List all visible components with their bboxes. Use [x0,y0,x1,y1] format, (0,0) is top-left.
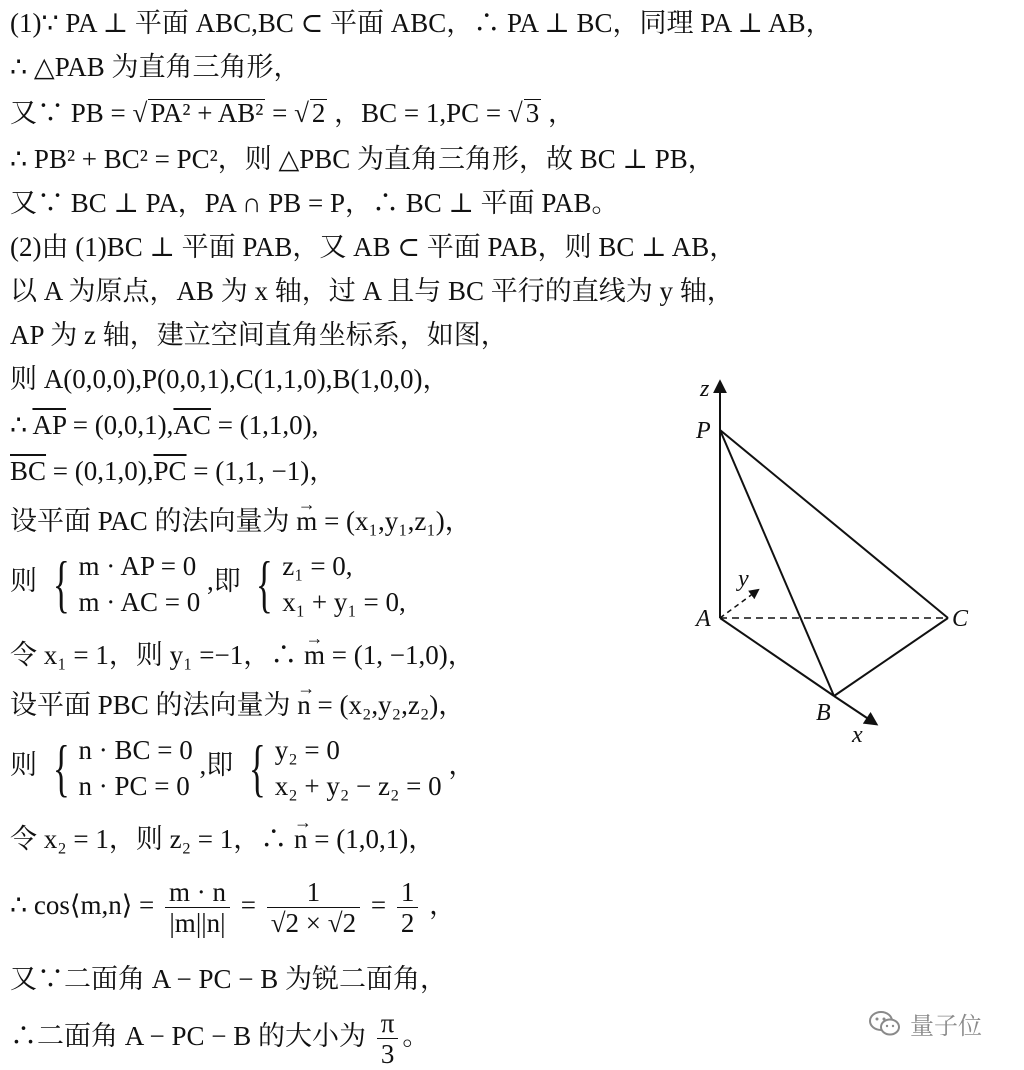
line-1: (1)∵ PA ⊥ 平面 ABC,BC ⊂ 平面 ABC，∴ PA ⊥ BC，同理 PA ⊥ AB， [10,8,833,38]
line-5: 又∵ BC ⊥ PA，PA ∩ PB = P，∴ BC ⊥ 平面 PAB。 [10,188,619,218]
line-9: 则 A(0,0,0),P(0,0,1),C(1,1,0),B(1,0,0)， [10,364,450,394]
coordinate-diagram [690,370,980,750]
line-17: 令 x₂ = 1，则 z₂ = 1，∴ → n = (1,0,1)， [10,822,435,856]
line-19: 又∵二面角 A − PC − B 为锐二面角， [10,964,447,994]
line-20: ∴二面角 A − PC − B 的大小为 $\frac{\pi}{3}$ 。 [10,1008,430,1070]
line-8: AP 为 z 轴，建立空间直角坐标系，如图， [10,320,508,350]
line-6: (2)由 (1)BC ⊥ 平面 PAB，又 AB ⊂ 平面 PAB，则 BC ⊥ AB， [10,232,737,262]
line-13: 则 { m · AP = 0 m · AC = 0 ,即 { z₁ = 0, x₁ + y₁ = 0, [10,548,406,619]
label-P: P [696,418,711,444]
watermark [868,1006,982,1041]
line-16: 则 { n · BC = 0 n · PC = 0 ,即 { y₂ = 0 x₂ + y₂ − z₂ = 0 ， [10,732,476,803]
line-10: ∴ $\overline{AP} = (0,0,1),\overline{AC} = (1,1,0)$, [10,410,319,440]
line-12: 设平面 PAC 的法向量为 → m = (x₁,y₁,z₁)， [10,504,472,538]
label-z: z [700,376,710,402]
line-15: 设平面 PBC 的法向量为 → n = (x₂,y₂,z₂)， [10,688,465,722]
label-y: y [738,566,749,592]
label-x: x [852,722,863,748]
wechat-icon [868,1010,902,1038]
edge-PC [720,430,948,618]
line-14: 令 x₁ = 1，则 y₁ =−1，∴ → m = (1, −1,0)， [10,638,475,672]
label-B: B [816,700,831,726]
watermark-text: 量子位 [910,1012,982,1040]
line-11: $\overline{BC} = (0,1,0),\overline{PC} = (1,1$, −1)， [10,456,337,486]
line-3: 又∵ PB = √ PA² + AB² = √ 2 ，BC = 1,PC = √ 3 ， [10,98,575,128]
line-18: ∴ cos⟨m,n⟩ = $\frac{m \cdot n}{|m||n|}$ = $\frac{1}{√2 \times √2}$ = $\frac{1}{2}$ ， [10,877,457,939]
line-7: 以 A 为原点，AB 为 x 轴，过 A 且与 BC 平行的直线为 y 轴， [10,276,734,306]
label-A: A [696,606,711,632]
line-4: ∴ PB² + BC² = PC²，则 △PBC 为直角三角形，故 BC ⊥ PB， [10,144,715,174]
y-axis [720,590,758,618]
line-2: ∴ △PAB 为直角三角形， [10,52,301,82]
x-axis [834,696,876,724]
edge-BC [834,618,948,696]
label-C: C [952,606,969,632]
